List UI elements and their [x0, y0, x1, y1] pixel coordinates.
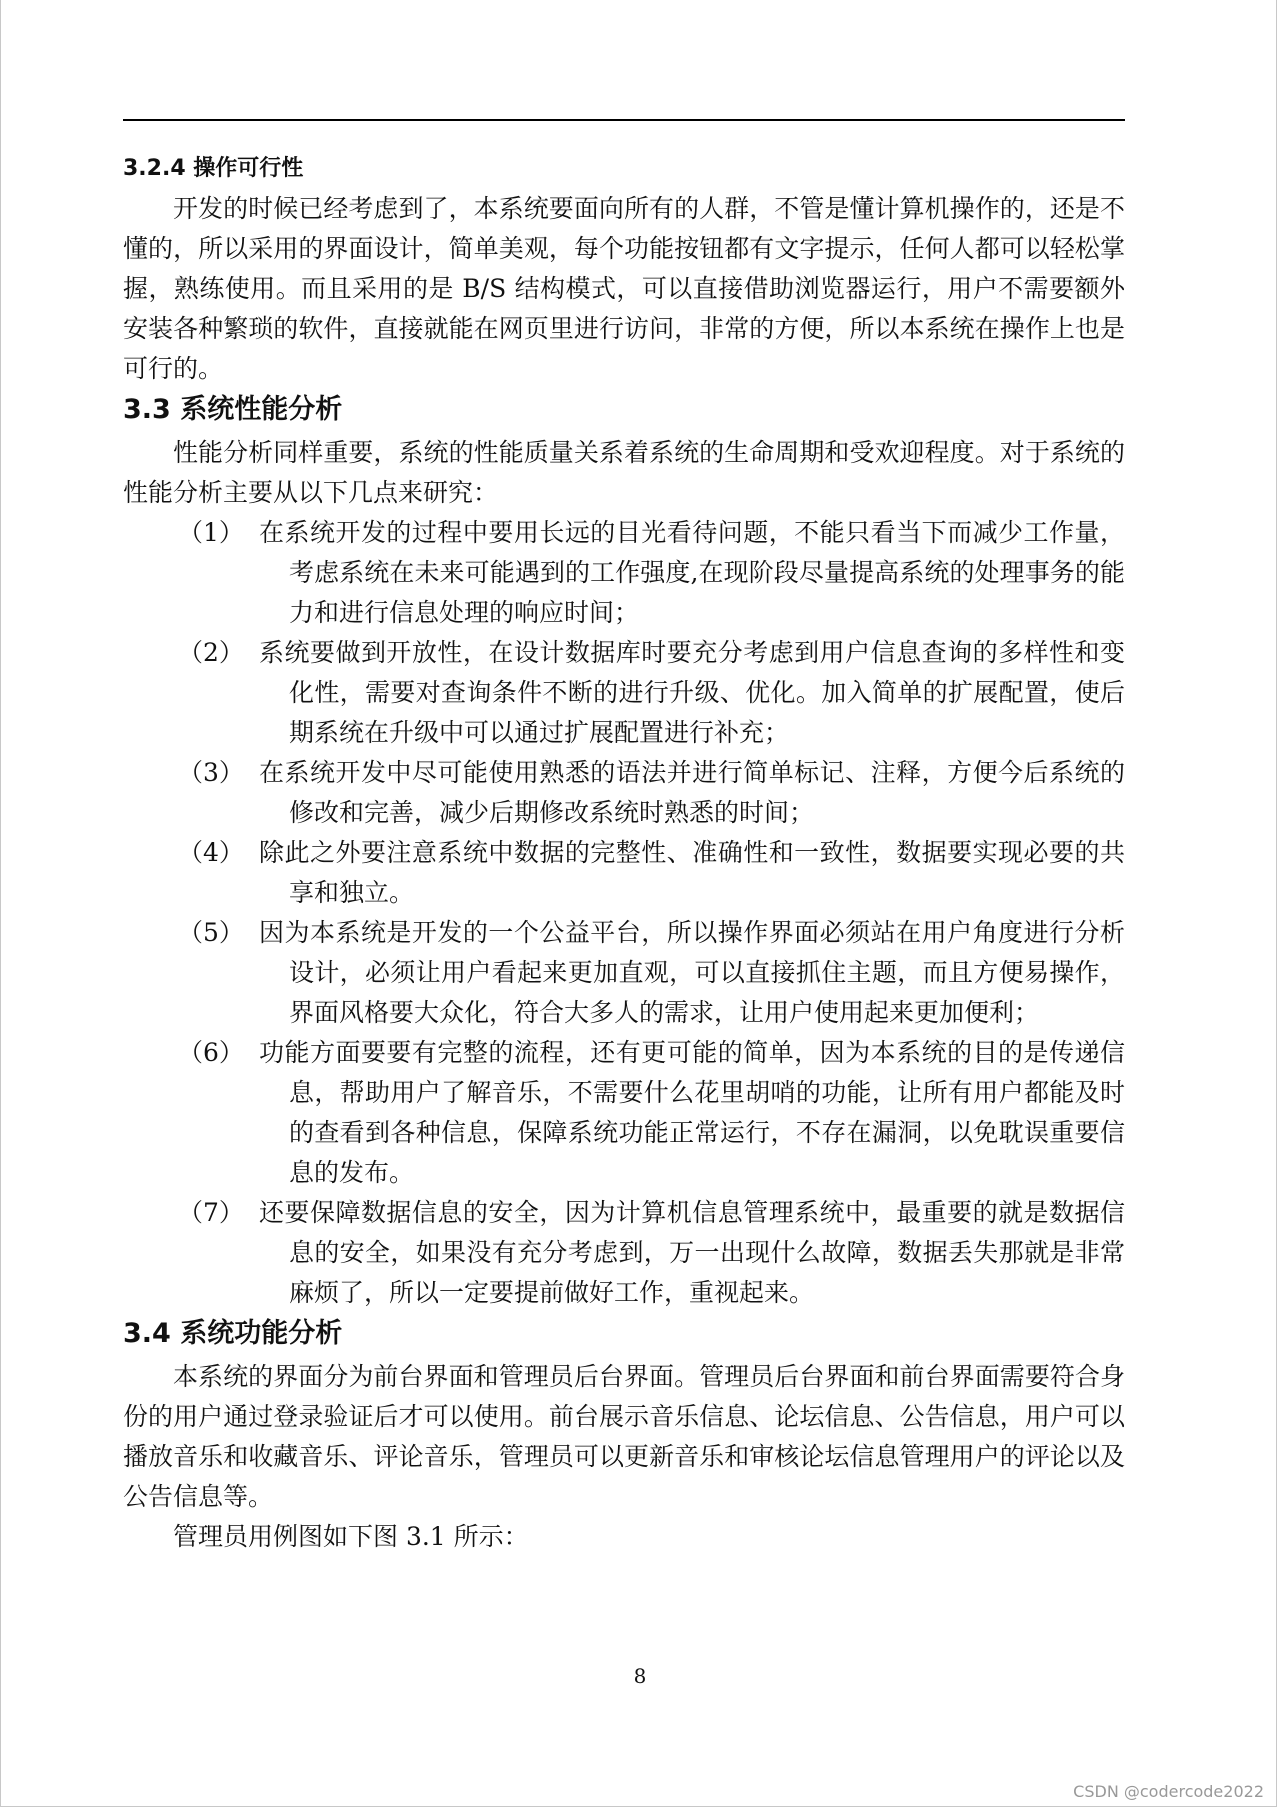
- list-text: 在系统开发的过程中要用长远的目光看待问题，不能只看当下而减少工作量，考虑系统在未来可能遇到的工作强度,在现阶段尽量提高系统的处理事务的能力和进行信息处理的响应时间；: [259, 518, 1125, 627]
- performance-list: [123, 513, 1125, 1313]
- paragraph: 开发的时候已经考虑到了，本系统要面向所有的人群，不管是懂计算机操作的，还是不懂的，所以采用的界面设计，简单美观，每个功能按钮都有文字提示，任何人都可以轻松掌握，熟练使用。而且采用的是 B/S 结构模式，可以直接借助浏览器运行，用户不需要额外安装各种繁琐的软件，直接就能在网页里进行访问，非常的方便，所以本系统在操作上也是可行的。: [123, 194, 1125, 383]
- section-heading-3-2-4: 3.2.4 操作可行性: [123, 156, 304, 181]
- document-body: [123, 149, 1125, 1557]
- list-item: [123, 1193, 1125, 1313]
- list-item: [123, 753, 1125, 833]
- list-number: （3）: [178, 758, 244, 787]
- list-text: 功能方面要要有完整的流程，还有更可能的简单，因为本系统的目的是传递信息，帮助用户了解音乐，不需要什么花里胡哨的功能，让所有用户都能及时的查看到各种信息，保障系统功能正常运行，不存在漏洞，以免耽误重要信息的发布。: [259, 1038, 1125, 1187]
- list-text: 还要保障数据信息的安全，因为计算机信息管理系统中，最重要的就是数据信息的安全，如果没有充分考虑到，万一出现什么故障，数据丢失那就是非常麻烦了，所以一定要提前做好工作，重视起来。: [259, 1198, 1125, 1307]
- list-item: [123, 1033, 1125, 1193]
- list-number: （2）: [178, 638, 244, 667]
- page-number: 8: [633, 1664, 647, 1688]
- section-heading-3-3: 3.3 系统性能分析: [123, 394, 343, 425]
- list-number: （6）: [178, 1038, 244, 1067]
- list-item: [123, 913, 1125, 1033]
- list-number: （1）: [178, 518, 244, 547]
- paragraph: 本系统的界面分为前台界面和管理员后台界面。管理员后台界面和前台界面需要符合身份的用户通过登录验证后才可以使用。前台展示音乐信息、论坛信息、公告信息，用户可以播放音乐和收藏音乐、评论音乐，管理员可以更新音乐和审核论坛信息管理用户的评论以及公告信息等。: [123, 1362, 1125, 1511]
- list-text: 在系统开发中尽可能使用熟悉的语法并进行简单标记、注释，方便今后系统的修改和完善，减少后期修改系统时熟悉的时间；: [259, 758, 1125, 827]
- section-heading-3-4: 3.4 系统功能分析: [123, 1318, 343, 1349]
- list-text: 因为本系统是开发的一个公益平台，所以操作界面必须站在用户角度进行分析设计，必须让用户看起来更加直观，可以直接抓住主题，而且方便易操作，界面风格要大众化，符合大多人的需求，让用户使用起来更加便利；: [259, 918, 1125, 1027]
- header-rule: [123, 119, 1125, 121]
- list-item: [123, 833, 1125, 913]
- list-number: （7）: [178, 1198, 244, 1227]
- list-text: 系统要做到开放性，在设计数据库时要充分考虑到用户信息查询的多样性和变化性，需要对查询条件不断的进行升级、优化。加入简单的扩展配置，使后期系统在升级中可以通过扩展配置进行补充；: [259, 638, 1125, 747]
- paragraph: 管理员用例图如下图 3.1 所示：: [173, 1522, 529, 1551]
- paragraph: 性能分析同样重要，系统的性能质量关系着系统的生命周期和受欢迎程度。对于系统的性能分析主要从以下几点来研究：: [123, 438, 1125, 507]
- list-number: （4）: [178, 838, 244, 867]
- list-number: （5）: [178, 918, 244, 947]
- watermark: CSDN @codercode2022: [1073, 1782, 1264, 1801]
- list-item: [123, 633, 1125, 753]
- list-item: [123, 513, 1125, 633]
- list-text: 除此之外要注意系统中数据的完整性、准确性和一致性，数据要实现必要的共享和独立。: [259, 838, 1125, 907]
